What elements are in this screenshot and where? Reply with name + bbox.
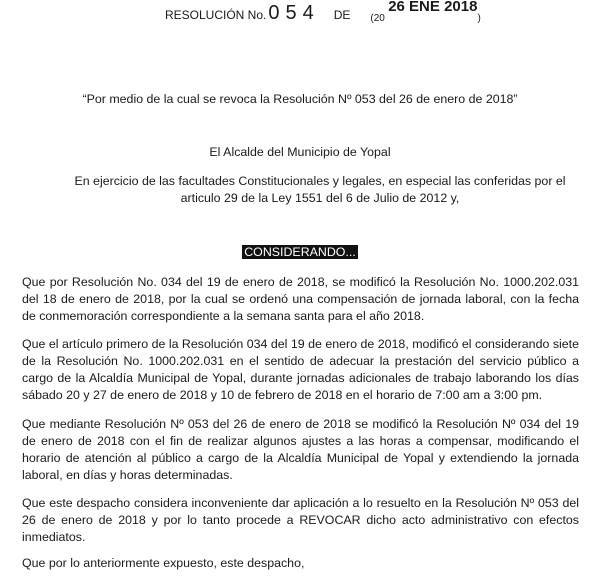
powers-text: En ejercicio de las facultades Constitucionales y legales, en especial las conferidas por el articulo 29 de la Ley 1551 del 6 de Julio de 2012 y, <box>74 174 566 205</box>
resolution-header <box>165 2 481 25</box>
resolution-label: RESOLUCIÓN No. <box>165 8 267 22</box>
resolution-number: 054 <box>268 2 320 24</box>
de-label: DE <box>333 8 351 22</box>
paragraph-4: Que este despacho considera inconveniente dar aplicación a lo resuelto en la Resolución Nº 053 del 26 de enero de 2018 y por lo tanto procede a REVOCAR dicho acto administrativo con efectos inmediatos. <box>22 496 579 544</box>
authority-line: El Alcalde del Municipio de Yopal <box>209 145 391 159</box>
subject-line: “Por medio de la cual se revoca la Resolución Nº 053 del 26 de enero de 2018” <box>82 92 518 106</box>
paragraph-3: Que mediante Resolución Nº 053 del 26 de enero de 2018 se modificó la Resolución Nº 034 del 19 de enero de 2018 con el fin de realizar algunos ajustes a las horas a compensar, modificando el horario de atención al público a cargo de la Alcaldía Municipal de Yopal y extendiendo la jornada laboral, en días y horas determinadas. <box>22 417 579 482</box>
handwritten-date: 26 ENE 2018 <box>388 0 478 15</box>
paragraph-5: Que por lo anteriormente expuesto, este despacho, <box>22 556 305 570</box>
paragraph-1: Que por Resolución No. 034 del 19 de enero de 2018, se modificó la Resolución No. 1000.202.031 del 18 de enero de 2018, por la cual se ordenó una compensación de jornada laboral, con la fecha de conmemoración correspondiente a la semana santa para el año 2018. <box>22 275 579 323</box>
date-prefix: (20 <box>370 13 385 24</box>
considerando-heading: CONSIDERANDO... <box>244 245 356 259</box>
paragraph-2: Que el artículo primero de la Resolución 034 del 19 de enero de 2018, modificó el considerando siete de la Resolución No. 1000.202.031 en el sentido de adecuar la prestación del servicio público a cargo de la Alcaldía Municipal de Yopal, durante jornadas adicionales de trabajo laborando los días sábado 20 y 27 de enero de 2018 y 10 de febrero de 2018 en el horario de 7:00 am a 3:00 pm. <box>22 337 579 402</box>
date-suffix: ) <box>477 13 481 24</box>
